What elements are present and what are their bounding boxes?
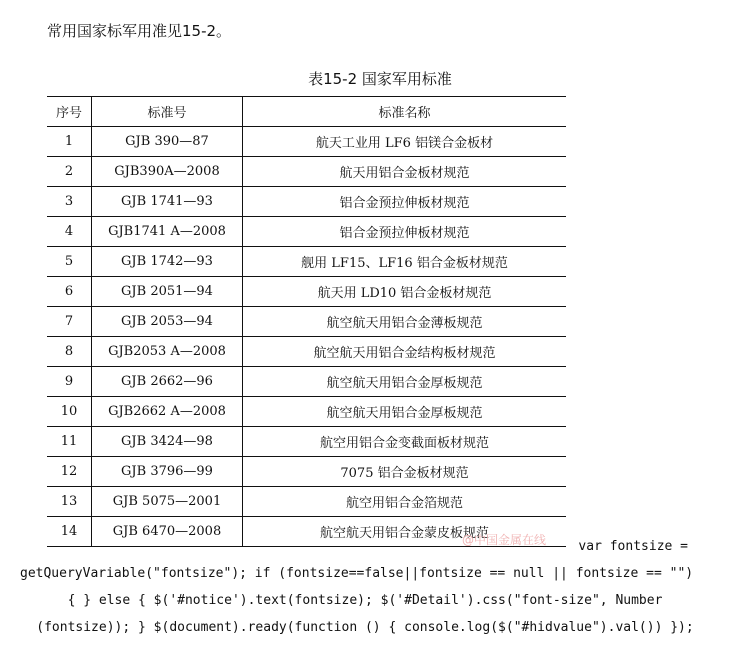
table-row [47,457,566,487]
row-index: 14 [47,517,92,547]
table-header-row [47,97,566,127]
row-standard-number: GJB2662 A—2008 [92,397,243,427]
header-standard-name: 标准名称 [378,106,431,121]
row-standard-name: 航天工业用 LF6 铝镁合金板材 [315,136,494,151]
table-caption: 表15-2 国家军用标准 [308,70,452,88]
row-index: 6 [47,277,92,307]
row-standard-name: 7075 铝合金板材规范 [340,466,469,481]
intro-text: 常用国家标军用准见15-2。 [47,22,232,40]
row-index: 12 [47,457,92,487]
row-index: 3 [47,187,92,217]
row-standard-number: GJB2053 A—2008 [92,337,243,367]
row-standard-name: 航空用铝合金变截面板材规范 [319,436,489,451]
row-index: 11 [47,427,92,457]
row-standard-number: GJB 3796—99 [92,457,243,487]
table-row [47,187,566,217]
table-row [47,397,566,427]
header-index: 序号 [47,97,92,127]
row-standard-number: GJB1741 A—2008 [92,217,243,247]
row-standard-number: GJB 2662—96 [92,367,243,397]
row-standard-name: 航空航天用铝合金结构板材规范 [313,346,496,361]
row-standard-number: GJB 6470—2008 [92,517,243,547]
row-standard-name: 航空航天用铝合金厚板规范 [326,406,483,421]
row-standard-number: GJB 3424—98 [92,427,243,457]
row-standard-name: 航空航天用铝合金蒙皮板规范 [319,526,489,541]
row-standard-name: 航天用 LD10 铝合金板材规范 [317,286,492,301]
table-row [47,307,566,337]
row-index: 9 [47,367,92,397]
row-standard-name: 航天用铝合金板材规范 [339,166,470,181]
table-row [47,337,566,367]
row-standard-name: 舰用 LF15、LF16 铝合金板材规范 [301,256,508,271]
row-index: 1 [47,127,92,157]
table-row [47,217,566,247]
table-body [47,127,566,547]
table-row [47,427,566,457]
row-index: 2 [47,157,92,187]
row-index: 7 [47,307,92,337]
row-standard-number: GJB390A—2008 [92,157,243,187]
header-standard-number: 标准号 [92,97,243,127]
row-index: 10 [47,397,92,427]
code-line: { } else { $('#notice').text(fontsize); $('#Detail').css("font-size", Number [67,593,663,608]
table-row [47,157,566,187]
row-standard-number: GJB 1741—93 [92,187,243,217]
code-line: (fontsize)); } $(document).ready(function () { console.log($("#hidvalue").val()) }); [36,620,694,635]
row-standard-name: 航空航天用铝合金薄板规范 [326,316,483,331]
row-standard-number: GJB 2051—94 [92,277,243,307]
row-standard-number: GJB 5075—2001 [92,487,243,517]
row-standard-name: 航空航天用铝合金厚板规范 [326,376,483,391]
table-row [47,127,566,157]
table-row [47,277,566,307]
code-text [0,533,730,641]
standards-table [47,96,566,547]
row-standard-name: 铝合金预拉伸板材规范 [339,196,470,211]
row-standard-number: GJB 1742—93 [92,247,243,277]
row-standard-name: 航空用铝合金箔规范 [345,496,463,511]
table-row [47,367,566,397]
table-row [47,247,566,277]
row-standard-number: GJB 390—87 [92,127,243,157]
row-index: 8 [47,337,92,367]
row-index: 13 [47,487,92,517]
table-row [47,487,566,517]
watermark-text: @中国金属在线 [462,533,547,547]
row-standard-number: GJB 2053—94 [92,307,243,337]
code-line: getQueryVariable("fontsize"); if (fontsize==false||fontsize == null || fontsize == "") [20,566,694,581]
row-standard-name: 铝合金预拉伸板材规范 [339,226,470,241]
code-line: var fontsize = [578,539,688,554]
row-index: 4 [47,217,92,247]
row-index: 5 [47,247,92,277]
